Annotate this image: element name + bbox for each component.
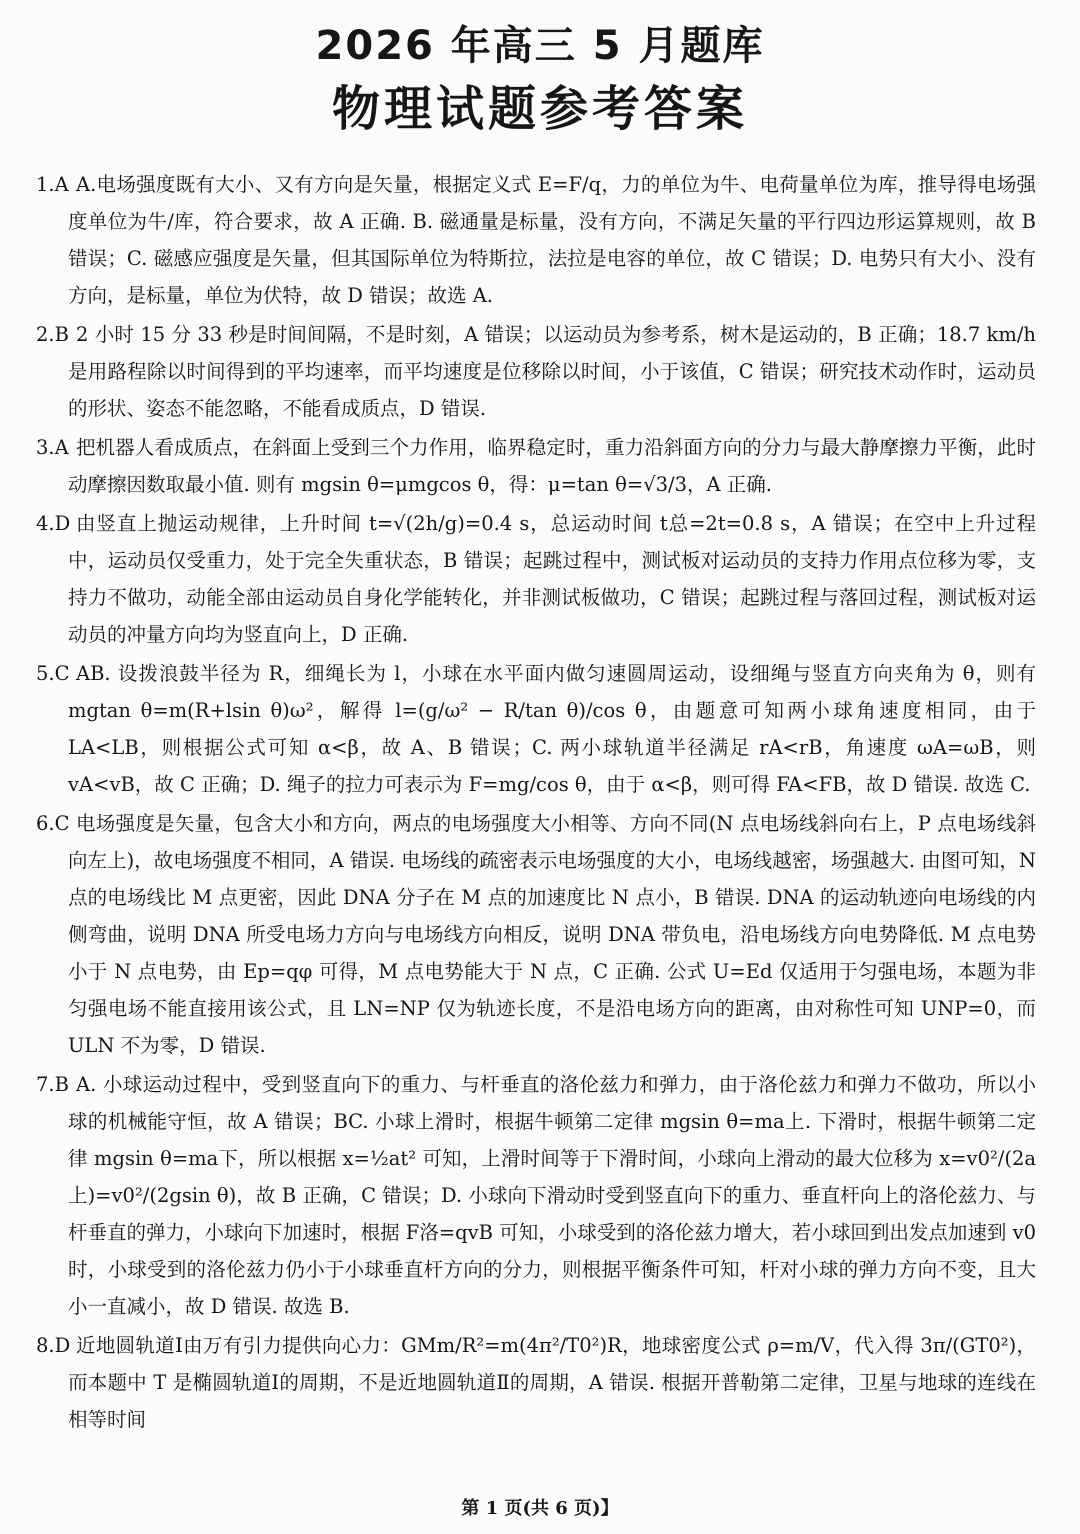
question-4 (36, 505, 1036, 653)
question-1 (36, 166, 1036, 314)
question-6 (36, 805, 1036, 1064)
question-number: 4.D (36, 512, 71, 535)
document-title-line1: 2026 年高三 5 月题库 (315, 23, 765, 69)
question-explanation: 电场强度是矢量，包含大小和方向，两点的电场强度大小相等、方向不同(N 点电场线斜向右上，P 点电场线斜向左上)，故电场强度不相同，A 错误. 电场线的疏密表示电场强度的大小，电场线越密，场强越大. 由图可知，N 点的电场线比 M 点更密，因此 DNA 分子在 M 点的加速度比 N 点小，B 错误. DNA 的运动轨迹向电场线的内侧弯曲，说明 DNA 所受电场力方向与电场线方向相反，说明 DNA 带负电，沿电场线方向电势降低. M 点电势小于 N 点电势，由 Ep=qφ 可得，M 点电势能大于 N 点，C 正确. 公式 U=Ed 仅适用于匀强电场，本题为非匀强电场不能直接用该公式，且 LN=NP 仅为轨迹长度，不是沿电场方向的距离，由对称性可知 UNP=0，而 ULN 不为零，D 错误. (68, 812, 1036, 1057)
question-8 (36, 1327, 1036, 1438)
answer-list (36, 166, 1036, 1440)
question-number: 2.B (36, 323, 69, 346)
question-explanation: AB. 设拨浪鼓半径为 R，细绳长为 l，小球在水平面内做匀速圆周运动，设细绳与竖直方向夹角为 θ，则有 mgtan θ=m(R+lsin θ)ω²，解得 l=(g/ω² − R/tan θ)/cos θ，由题意可知两小球角速度相同，由于 LA<LB，则根据公式可知 α<β，故 A、B 错误；C. 两小球轨道半径满足 rA<rB，角速度 ωA=ωB，则 vA<vB，故 C 正确；D. 绳子的拉力可表示为 F=mg/cos θ，由于 α<β，则可得 FA<FB，故 D 错误. 故选 C. (68, 662, 1036, 796)
question-explanation: 把机器人看成质点，在斜面上受到三个力作用，临界稳定时，重力沿斜面方向的分力与最大静摩擦力平衡，此时动摩擦因数取最小值. 则有 mgsin θ=μmgcos θ，得：μ=tan θ=√3/3，A 正确. (68, 436, 1036, 496)
question-7 (36, 1066, 1036, 1325)
question-number: 1.A (36, 173, 69, 196)
question-explanation: A.电场强度既有大小、又有方向是矢量，根据定义式 E=F/q，力的单位为牛、电荷量单位为库，推导得电场强度单位为牛/库，符合要求，故 A 正确. B. 磁通量是标量，没有方向，不满足矢量的平行四边形运算规则，故 B 错误；C. 磁感应强度是矢量，但其国际单位为特斯拉，法拉是电容的单位，故 C 错误；D. 电势只有大小、没有方向，是标量，单位为伏特，故 D 错误；故选 A. (68, 173, 1036, 307)
question-number: 8.D (36, 1334, 71, 1357)
question-explanation: A. 小球运动过程中，受到竖直向下的重力、与杆垂直的洛伦兹力和弹力，由于洛伦兹力和弹力不做功，所以小球的机械能守恒，故 A 错误；BC. 小球上滑时，根据牛顿第二定律 mgsin θ=ma上. 下滑时，根据牛顿第二定律 mgsin θ=ma下，所以根据 x=½at² 可知，上滑时间等于下滑时间，小球向上滑动的最大位移为 x=v0²/(2a上)=v0²/(2gsin θ)，故 B 正确，C 错误；D. 小球向下滑动时受到竖直向下的重力、垂直杆向上的洛伦兹力、与杆垂直的弹力，小球向下加速时，根据 F洛=qvB 可知，小球受到的洛伦兹力增大，若小球回到出发点加速到 v0 时，小球受到的洛伦兹力仍小于小球垂直杆方向的分力，则根据平衡条件可知，杆对小球的弹力方向不变，且大小一直减小，故 D 错误. 故选 B. (68, 1073, 1036, 1318)
question-number: 7.B (36, 1073, 69, 1096)
question-number: 3.A (36, 436, 69, 459)
page-footer: 第 1 页(共 6 页)】 (461, 1498, 619, 1519)
question-explanation: 由竖直上抛运动规律，上升时间 t=√(2h/g)=0.4 s，总运动时间 t总=2t=0.8 s，A 错误；在空中上升过程中，运动员仅受重力，处于完全失重状态，B 错误；起跳过程中，测试板对运动员的支持力作用点位移为零，支持力不做功，动能全部由运动员自身化学能转化，并非测试板做功，C 错误；起跳过程与落回过程，测试板对运动员的冲量方向均为竖直向上，D 正确. (68, 512, 1036, 646)
document-title-line2: 物理试题参考答案 (331, 81, 748, 137)
question-3 (36, 429, 1036, 503)
question-number: 6.C (36, 812, 70, 835)
question-explanation: 近地圆轨道Ⅰ由万有引力提供向心力：GMm/R²=m(4π²/T0²)R，地球密度公式 ρ=m/V，代入得 3π/(GT0²)，而本题中 T 是椭圆轨道Ⅰ的周期，不是近地圆轨道Ⅱ的周期，A 错误. 根据开普勒第二定律，卫星与地球的连线在相等时间 (68, 1334, 1036, 1431)
question-2 (36, 316, 1036, 427)
question-explanation: 2 小时 15 分 33 秒是时间间隔，不是时刻，A 错误；以运动员为参考系，树木是运动的，B 正确；18.7 km/h 是用路程除以时间得到的平均速率，而平均速度是位移除以时间，小于该值，C 错误；研究技术动作时，运动员的形状、姿态不能忽略，不能看成质点，D 错误. (68, 323, 1036, 420)
question-number: 5.C (36, 662, 70, 685)
question-5 (36, 655, 1036, 803)
